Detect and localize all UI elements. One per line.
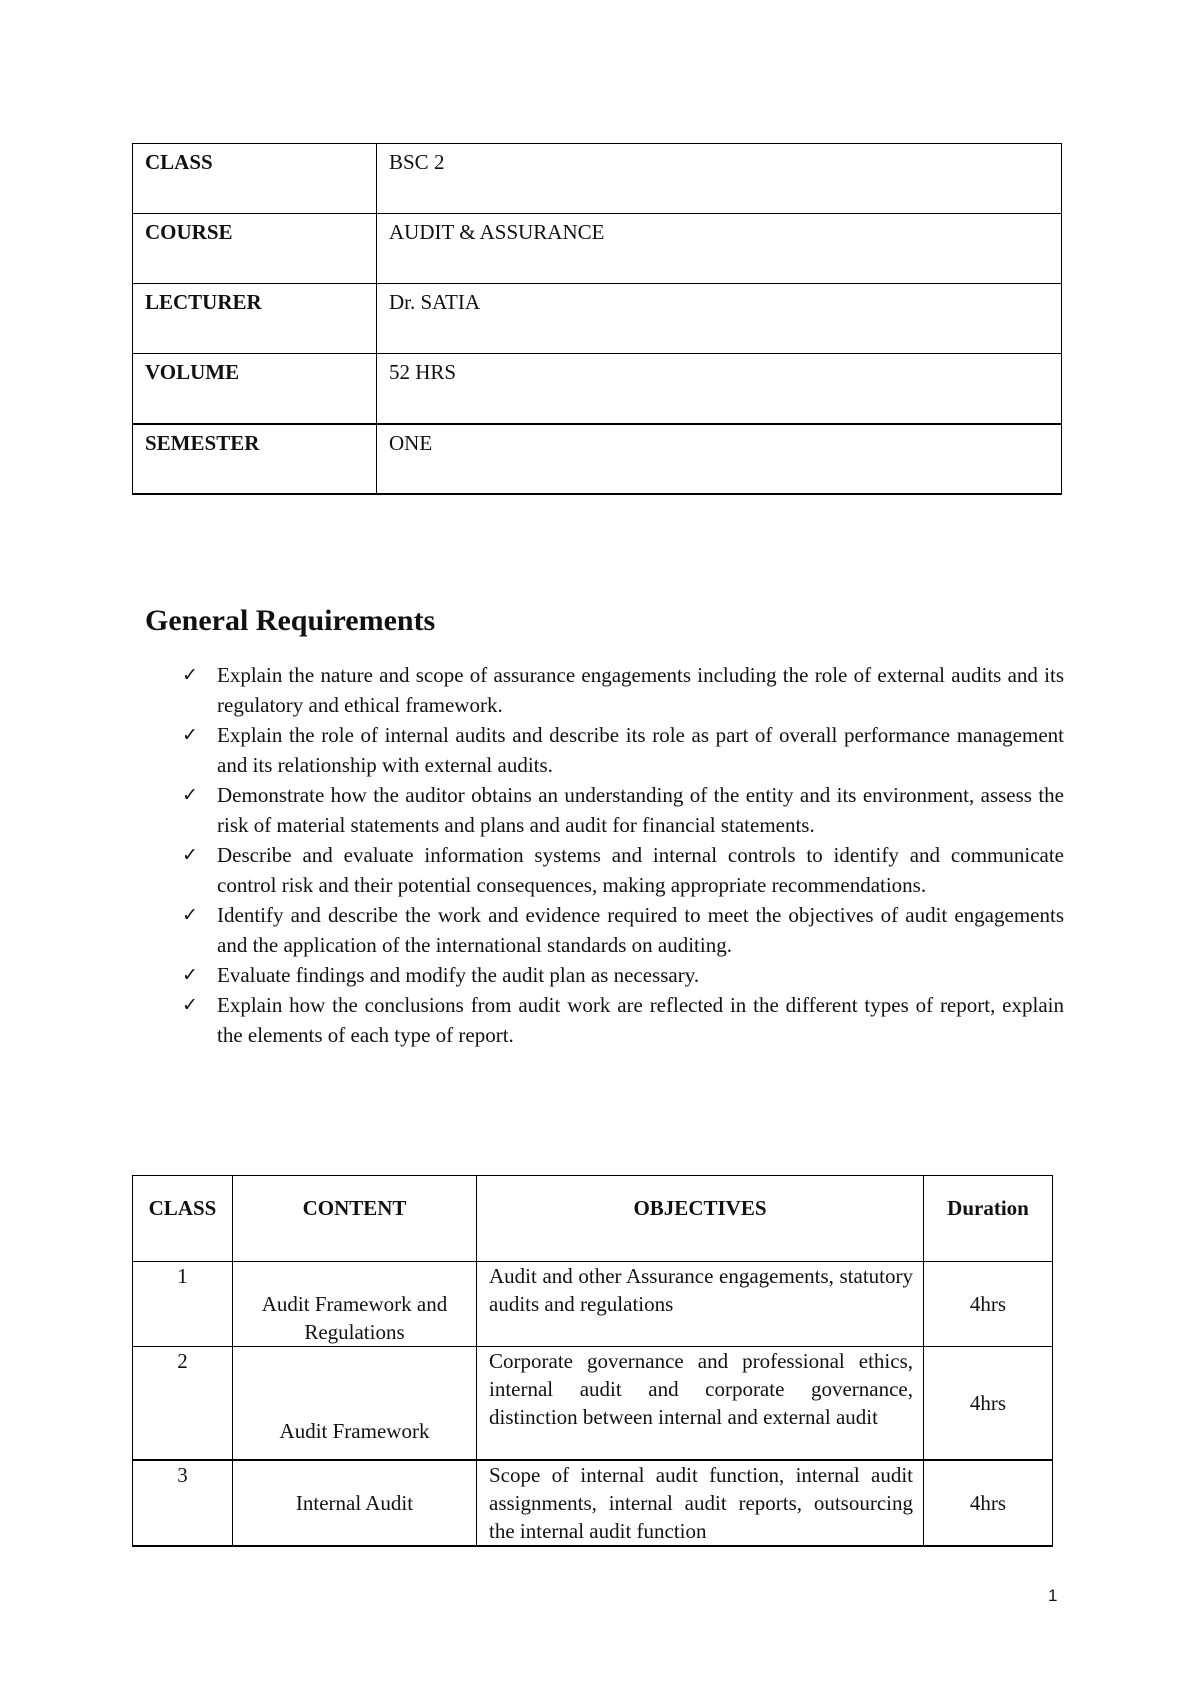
- info-value: ONE: [377, 424, 1062, 494]
- content-cell: Internal Audit: [233, 1460, 477, 1546]
- table-row: [133, 1347, 1053, 1460]
- requirement-text: Explain the nature and scope of assurance engagements including the role of external audits and its regulatory and ethical framework.: [217, 663, 1064, 717]
- info-row-course: [133, 214, 1062, 284]
- info-label: LECTURER: [133, 284, 377, 354]
- requirement-text: Describe and evaluate information systems and internal controls to identify and communicate control risk and their potential consequences, making appropriate recommendations.: [217, 843, 1064, 897]
- header-content: CONTENT: [233, 1176, 477, 1262]
- table-row: [133, 1460, 1053, 1546]
- info-value: BSC 2: [377, 144, 1062, 214]
- info-value: AUDIT & ASSURANCE: [377, 214, 1062, 284]
- check-icon: ✓: [182, 784, 198, 806]
- check-icon: ✓: [182, 904, 198, 926]
- table-header-row: [133, 1176, 1053, 1262]
- check-icon: ✓: [182, 664, 198, 686]
- section-title: General Requirements: [145, 604, 436, 637]
- course-info-table: [132, 143, 1062, 495]
- requirement-text: Evaluate findings and modify the audit plan as necessary.: [217, 963, 700, 987]
- objectives-cell: Audit and other Assurance engagements, statutory audits and regulations: [477, 1262, 924, 1347]
- info-label: CLASS: [133, 144, 377, 214]
- check-icon: ✓: [182, 964, 198, 986]
- info-label: VOLUME: [133, 354, 377, 424]
- list-item: [182, 960, 1064, 990]
- info-value: Dr. SATIA: [377, 284, 1062, 354]
- schedule-table: [132, 1175, 1053, 1547]
- header-class: CLASS: [133, 1176, 233, 1262]
- list-item: [182, 990, 1064, 1050]
- objectives-cell: Scope of internal audit function, internal audit assignments, internal audit reports, outsourcing the internal audit function: [477, 1460, 924, 1546]
- list-item: [182, 720, 1064, 780]
- list-item: [182, 840, 1064, 900]
- class-number: 2: [133, 1347, 233, 1460]
- check-icon: ✓: [182, 724, 198, 746]
- info-row-semester: [133, 424, 1062, 494]
- requirement-text: Explain the role of internal audits and describe its role as part of overall performance management and its relationship with external audits.: [217, 723, 1064, 777]
- page-number: 1: [1048, 1586, 1058, 1605]
- list-item: [182, 660, 1064, 720]
- class-number: 3: [133, 1460, 233, 1546]
- info-row-lecturer: [133, 284, 1062, 354]
- table-row: [133, 1262, 1053, 1347]
- duration-cell: 4hrs: [924, 1347, 1053, 1460]
- info-value: 52 HRS: [377, 354, 1062, 424]
- requirement-text: Explain how the conclusions from audit work are reflected in the different types of report, explain the elements of each type of report.: [217, 993, 1064, 1047]
- requirements-list: [182, 660, 1064, 1050]
- info-label: COURSE: [133, 214, 377, 284]
- objectives-cell: Corporate governance and professional ethics, internal audit and corporate governance, distinction between internal and external audit: [477, 1347, 924, 1460]
- check-icon: ✓: [182, 844, 198, 866]
- content-cell: Audit Framework and Regulations: [233, 1262, 477, 1347]
- info-row-volume: [133, 354, 1062, 424]
- header-objectives: OBJECTIVES: [477, 1176, 924, 1262]
- requirement-text: Identify and describe the work and evidence required to meet the objectives of audit engagements and the application of the international standards on auditing.: [217, 903, 1064, 957]
- content-cell: Audit Framework: [233, 1347, 477, 1460]
- info-row-class: [133, 144, 1062, 214]
- list-item: [182, 780, 1064, 840]
- check-icon: ✓: [182, 994, 198, 1016]
- list-item: [182, 900, 1064, 960]
- header-duration: Duration: [924, 1176, 1053, 1262]
- class-number: 1: [133, 1262, 233, 1347]
- duration-cell: 4hrs: [924, 1460, 1053, 1546]
- duration-cell: 4hrs: [924, 1262, 1053, 1347]
- requirement-text: Demonstrate how the auditor obtains an understanding of the entity and its environment, assess the risk of material statements and plans and audit for financial statements.: [217, 783, 1064, 837]
- info-label: SEMESTER: [133, 424, 377, 494]
